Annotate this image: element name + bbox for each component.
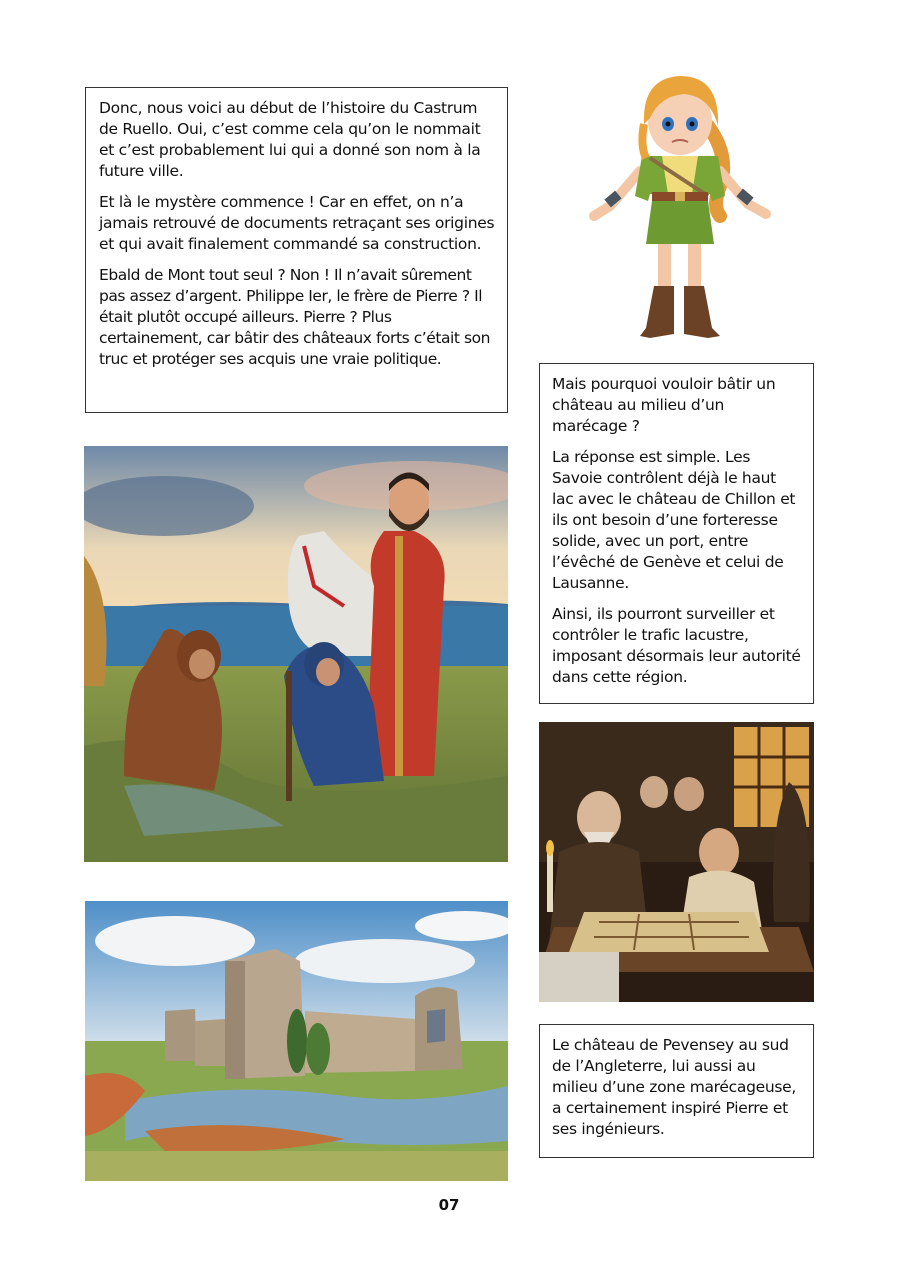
intro-paragraph-1: Donc, nous voici au début de l’histoire du Castrum de Ruello. Oui, c’est comme cela qu’on le nommait et c’est probablement lui qui a donné son nom à la future ville. (99, 99, 481, 180)
pevensey-text-box (539, 1024, 814, 1158)
marsh-reason-text-box (539, 363, 814, 704)
scholars-map-painting (539, 722, 814, 1002)
marsh-paragraph-1: Mais pourquoi vouloir bâtir un château au milieu d’un marécage ? (552, 375, 776, 435)
monks-and-lord-painting (84, 446, 508, 862)
marsh-paragraph-2: La réponse est simple. Les Savoie contrôlent déjà le haut lac avec le château de Chillon et ils ont besoin d’une forteresse solide, avec un port, entre l’évêché de Genève et celui de Lausanne. (552, 448, 796, 592)
page-number: 07 (438, 1196, 460, 1214)
pevensey-paragraph: Le château de Pevensey au sud de l’Angleterre, lui aussi au milieu d’une zone marécageuse, a certainement inspiré Pierre et ses ingénieurs. (552, 1036, 797, 1138)
intro-text-box (85, 87, 508, 413)
marsh-paragraph-3: Ainsi, ils pourront surveiller et contrôler le trafic lacustre, imposant désormais leur autorité dans cette région. (552, 605, 801, 686)
intro-paragraph-3: Ebald de Mont tout seul ? Non ! Il n’avait sûrement pas assez d’argent. Philippe Ier, le frère de Pierre ? Il était plutôt occupé ailleurs. Pierre ? Plus certainement, car bâtir des châteaux forts c’était son truc et protéger ses acquis une vraie politique. (99, 266, 491, 368)
girl-character-illustration (580, 66, 780, 348)
intro-paragraph-2: Et là le mystère commence ! Car en effet, on n’a jamais retrouvé de documents retraçant ses origines et qui avait finalement commandé sa construction. (99, 193, 495, 253)
pevensey-castle-painting (85, 901, 508, 1181)
